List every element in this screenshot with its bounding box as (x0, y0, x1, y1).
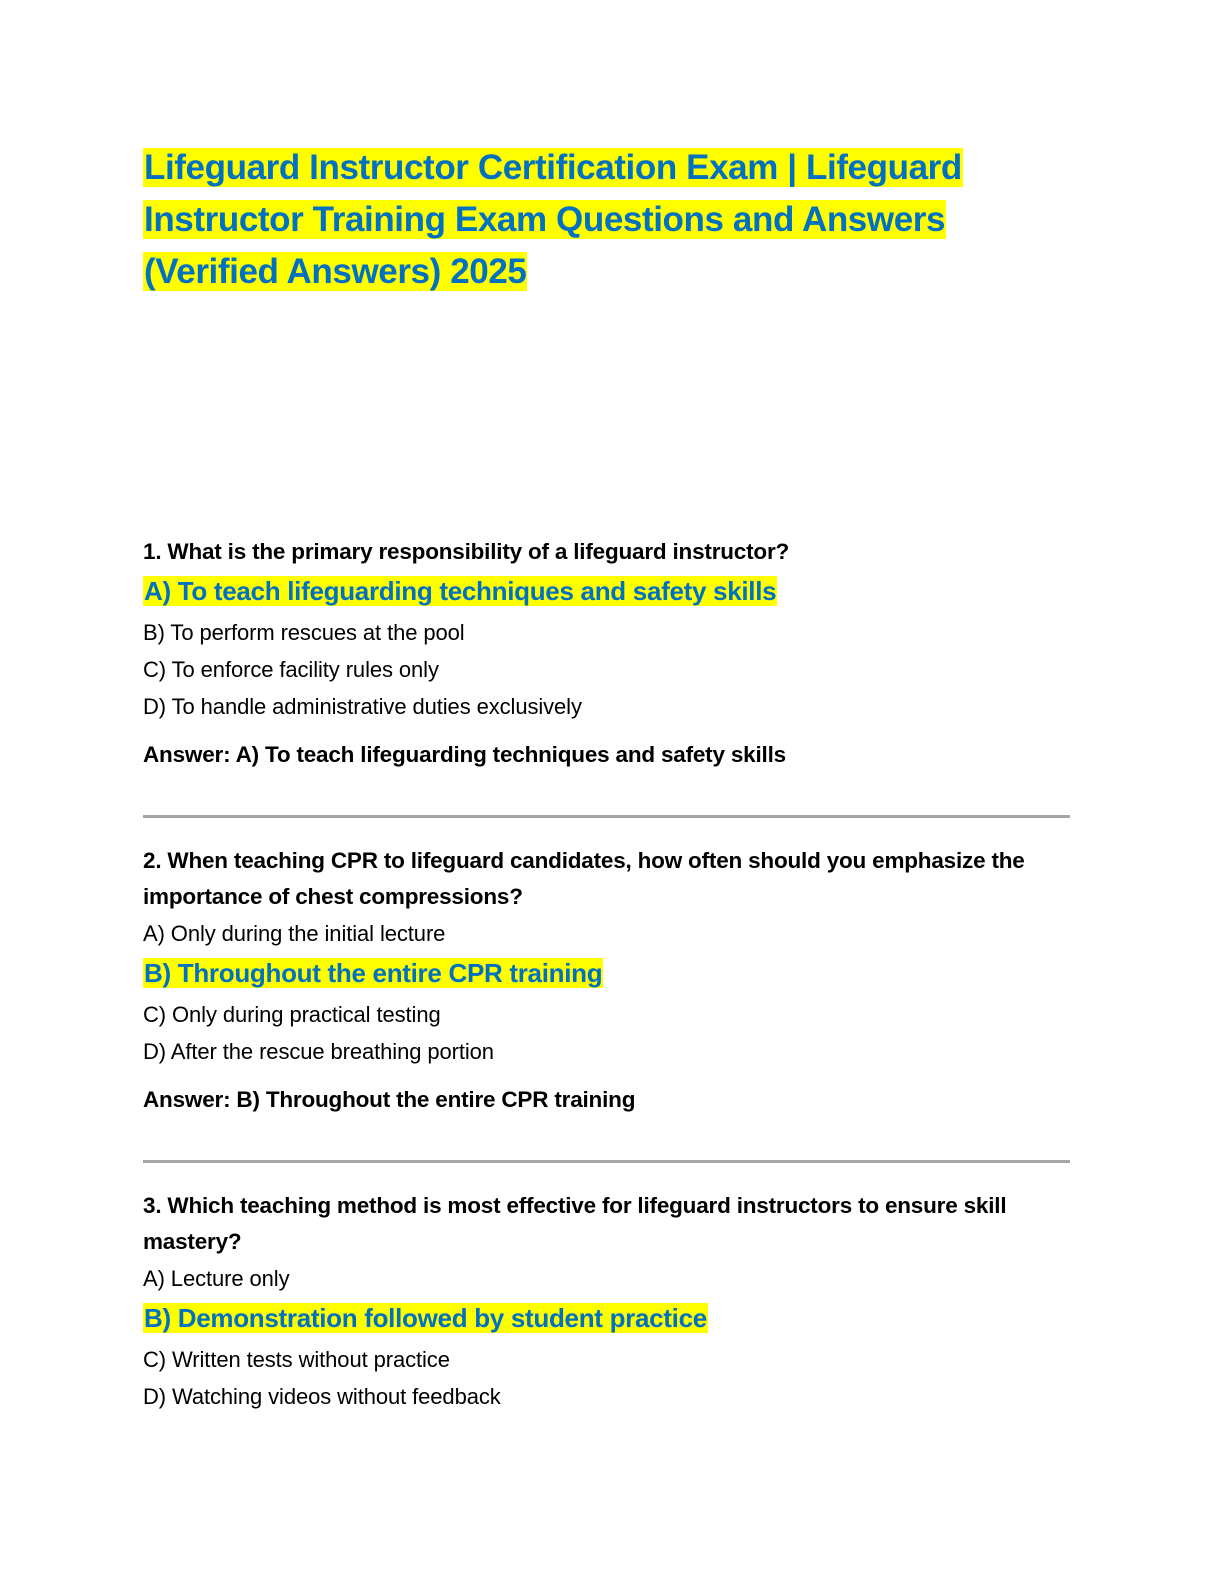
title-line-1 (143, 142, 1043, 194)
question-3-option-b-highlight: B) Demonstration followed by student practice (144, 1303, 707, 1333)
question-3-option-b (143, 1297, 1083, 1341)
question-3-text: 3. Which teaching method is most effective for lifeguard instructors to ensure skill mastery? (143, 1193, 1007, 1254)
question-1-option-a (143, 570, 1083, 614)
question-3-option-d: D) Watching videos without feedback (143, 1384, 501, 1409)
question-block-1 (143, 534, 1083, 773)
question-2-text: 2. When teaching CPR to lifeguard candidates, how often should you emphasize the importance of chest compressions? (143, 848, 1025, 909)
section-divider-2 (143, 1160, 1070, 1163)
question-2-option-b-highlight: B) Throughout the entire CPR training (144, 958, 603, 988)
question-2-option-c: C) Only during practical testing (143, 1002, 441, 1027)
question-1-option-d: D) To handle administrative duties exclusively (143, 694, 582, 719)
title-line-2 (143, 194, 1043, 246)
question-1-text: 1. What is the primary responsibility of a lifeguard instructor? (143, 539, 790, 564)
title-line-3 (143, 246, 1043, 298)
question-2-answer: Answer: B) Throughout the entire CPR training (143, 1087, 636, 1112)
title-line-1-text: Lifeguard Instructor Certification Exam | Lifeguard (144, 148, 962, 187)
section-divider-1 (143, 815, 1070, 818)
question-3-option-c: C) Written tests without practice (143, 1347, 450, 1372)
question-block-2 (143, 843, 1083, 1118)
question-1-option-b: B) To perform rescues at the pool (143, 620, 465, 645)
question-2-option-a: A) Only during the initial lecture (143, 921, 446, 946)
question-block-3 (143, 1188, 1083, 1415)
document-title (143, 142, 1043, 298)
question-1-option-c: C) To enforce facility rules only (143, 657, 439, 682)
question-1-option-a-highlight: A) To teach lifeguarding techniques and safety skills (144, 576, 777, 606)
question-2-option-d: D) After the rescue breathing portion (143, 1039, 494, 1064)
title-line-3-text: (Verified Answers) 2025 (144, 252, 527, 291)
title-line-2-text: Instructor Training Exam Questions and Answers (144, 200, 946, 239)
question-1-answer: Answer: A) To teach lifeguarding techniques and safety skills (143, 742, 786, 767)
question-2-option-b (143, 952, 1083, 996)
question-3-option-a: A) Lecture only (143, 1266, 290, 1291)
